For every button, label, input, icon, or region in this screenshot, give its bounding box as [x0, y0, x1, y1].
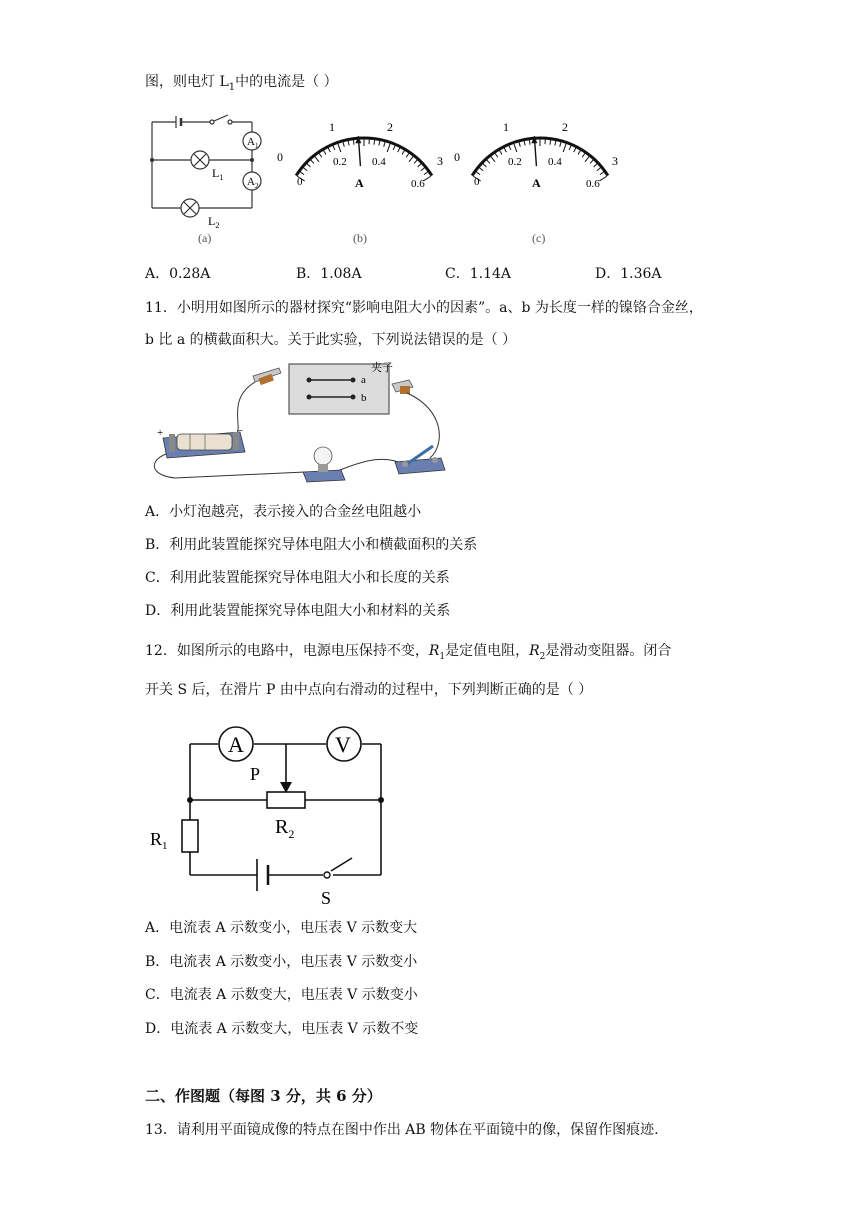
q10-option-a: A．0.28A	[145, 266, 211, 282]
scale-tick	[597, 168, 601, 171]
fig-a-lamp2-sub: 2	[215, 221, 220, 230]
fig-a-meter1-sub: 1	[254, 142, 259, 150]
scale-tick	[483, 164, 487, 167]
scale-tick	[333, 145, 335, 150]
q10-figure-b-meter	[274, 108, 454, 248]
fig-b-label-1: 1	[329, 120, 335, 134]
fig-b-label-2: 2	[387, 120, 393, 134]
fig-b-unit: A	[355, 176, 364, 190]
scale-tick	[495, 153, 498, 157]
q12-option-a: A．电流表 A 示数变小，电压表 V 示数变大	[145, 920, 418, 936]
q12-option-c: C．电流表 A 示数变大，电压表 V 示数变小	[145, 987, 418, 1003]
scale-tick	[514, 143, 517, 151]
fig-a-lamp1-letter: L	[212, 166, 220, 180]
fig-c-label-bottom-0: 0	[474, 176, 480, 188]
svg-text:L2	[208, 214, 219, 230]
q10-option-d: D．1.36A	[595, 266, 662, 282]
scale-tick	[555, 141, 556, 146]
q12-option-b: B．电流表 A 示数变小，电压表 V 示数变小	[145, 954, 418, 970]
left-clip-icon	[253, 368, 281, 385]
scale-tick	[574, 148, 576, 152]
fig-c-label-0-4: 0.4	[548, 156, 562, 168]
q11-option-c: C．利用此装置能探究导体电阻大小和长度的关系	[145, 570, 450, 586]
scale-tick	[307, 164, 311, 167]
q11-stem-line2: b 比 a 的横截面积大。关于此实验，下列说法错误的是（ ）	[145, 332, 517, 348]
fig-b-label-0-4: 0.4	[372, 156, 386, 168]
scale-tick	[387, 143, 390, 151]
q10-stem	[145, 72, 338, 98]
scale-tick	[600, 172, 604, 175]
scale-tick	[479, 168, 483, 171]
scale-tick	[315, 156, 319, 161]
fig-c-label-1: 1	[503, 120, 509, 134]
battery-holder-icon	[163, 432, 245, 458]
fig-b-label-0-6: 0.6	[411, 178, 425, 190]
clip-label: 夹子	[371, 362, 393, 374]
q11-stem-line1: 11．小明用如图所示的器材探究“影响电阻大小的因素”。a、b 为长度一样的镍铬合金丝，	[145, 300, 703, 316]
fig-c-label-0-6: 0.6	[586, 178, 600, 190]
scale-tick	[476, 172, 480, 175]
scale-tick	[594, 164, 598, 167]
scale-tick	[424, 172, 428, 175]
q12-circuit-figure	[145, 720, 405, 910]
q12-option-d: D．电流表 A 示数变大，电压表 V 示数不变	[145, 1021, 419, 1037]
bulb-icon	[303, 447, 345, 482]
fig-a-meter2-letter: A	[247, 176, 255, 188]
q11-option-d: D．利用此装置能探究导体电阻大小和材料的关系	[145, 603, 451, 619]
scale-tick	[319, 153, 322, 157]
q10-figure-c-meter	[452, 108, 632, 248]
scale-tick	[379, 141, 380, 146]
svg-text:L1	[212, 166, 223, 182]
q12-stem-part2: 是定值电阻，	[445, 643, 530, 659]
q11-apparatus-figure	[145, 360, 465, 495]
scale-tick	[560, 142, 561, 147]
scale-tick	[499, 150, 502, 154]
fig-c-label-0: 0	[454, 150, 460, 164]
scale-tick	[303, 168, 307, 171]
fig-c-caption: (c)	[532, 231, 546, 245]
fig-c-unit: A	[532, 176, 541, 190]
fig-a-meter1-letter: A	[247, 136, 255, 148]
voltmeter-label: V	[335, 732, 351, 757]
q13-stem: 13．请利用平面镜成像的特点在图中作出 AB 物体在平面镜中的像，保留作图痕迹.	[145, 1122, 659, 1138]
rheostat-r2	[267, 792, 305, 808]
fig-a-caption: (a)	[198, 231, 212, 245]
scale-tick	[398, 148, 400, 152]
switch-icon	[395, 446, 445, 474]
fig-b-label-3: 3	[437, 154, 443, 168]
scale-tick	[418, 164, 422, 167]
switch-label: S	[321, 888, 332, 908]
section-heading: 二、作图题（每图 3 分，共 6 分）	[145, 1087, 382, 1105]
q10-figure-a-circuit	[140, 108, 280, 248]
scale-tick	[504, 148, 506, 152]
scale-tick	[406, 153, 409, 157]
fig-a-meter2-sub: 2	[254, 182, 259, 190]
q11-option-a: A．小灯泡越亮，表示接入的合金丝电阻越小	[145, 504, 422, 520]
scale-tick	[529, 140, 530, 145]
scale-tick	[563, 143, 566, 151]
scale-tick	[348, 141, 349, 146]
scale-tick	[487, 160, 490, 164]
r2-sub-label: 2	[288, 827, 295, 841]
q12-r2-symbol: R	[529, 643, 540, 659]
scale-tick	[582, 153, 585, 157]
wire-label-b: b	[361, 392, 367, 404]
scale-tick	[509, 145, 511, 150]
fig-b-caption: (b)	[353, 231, 367, 245]
scale-tick	[328, 148, 330, 152]
fig-b-scale	[296, 136, 432, 181]
scale-tick	[338, 143, 341, 151]
ammeter-label: A	[228, 732, 244, 757]
scale-tick	[414, 160, 417, 164]
q12-r1-symbol: R	[428, 643, 440, 659]
scale-tick	[550, 140, 551, 145]
q10-stem-end: 中的电流是（ ）	[235, 74, 338, 90]
scale-tick	[524, 141, 525, 146]
scale-tick	[599, 176, 607, 181]
scale-tick	[590, 160, 593, 164]
q12-r1-sub: 1	[439, 651, 446, 662]
scale-tick	[421, 168, 425, 171]
svg-text:R1	[150, 829, 168, 852]
r2-label: R	[275, 816, 289, 838]
fig-b-label-bottom-0: 0	[297, 176, 303, 188]
battery-plus-label: +	[157, 427, 164, 439]
q12-r2-sub: 2	[539, 651, 546, 662]
q12-stem-line2: 开关 S 后，在滑片 P 由中点向右滑动的过程中，下列判断正确的是（ ）	[145, 682, 593, 698]
fig-c-label-3: 3	[612, 154, 618, 168]
scale-tick	[300, 172, 304, 175]
q12-stem-line1	[145, 641, 671, 667]
q12-stem-part3: 是滑动变阻器。闭合	[545, 643, 672, 659]
r1-label: R	[150, 829, 163, 849]
resistor-r1	[182, 820, 198, 852]
q11-option-b: B．利用此装置能探究导体电阻大小和横截面积的关系	[145, 537, 478, 553]
scale-tick	[393, 145, 395, 150]
scale-tick	[311, 160, 314, 164]
right-clip-icon	[392, 380, 413, 394]
scale-tick	[491, 156, 495, 161]
q12-stem-part1: 12．如图所示的电路中，电源电压保持不变，	[145, 643, 429, 659]
fig-a-lamp2-letter: L	[208, 214, 216, 228]
scale-tick	[353, 140, 354, 145]
q10-option-c: C．1.14A	[445, 266, 511, 282]
scale-tick	[343, 142, 344, 147]
scale-tick	[519, 142, 520, 147]
fig-c-label-0-2: 0.2	[508, 156, 522, 168]
scale-tick	[374, 140, 375, 145]
wire-label-a: a	[361, 374, 366, 386]
scale-tick	[585, 156, 589, 161]
scale-tick	[402, 150, 405, 154]
scale-tick	[569, 145, 571, 150]
scale-tick	[409, 156, 413, 161]
q10-stem-text: 图，则电灯 L	[145, 74, 229, 90]
slider-label: P	[250, 764, 261, 784]
fig-c-label-2: 2	[562, 120, 568, 134]
scale-tick	[578, 150, 581, 154]
r1-sub-label: 1	[162, 840, 168, 852]
fig-b-label-0: 0	[277, 150, 283, 164]
fig-b-label-0-2: 0.2	[333, 156, 347, 168]
q10-option-b: B．1.08A	[296, 266, 362, 282]
scale-tick	[323, 150, 326, 154]
fig-c-scale	[472, 136, 608, 181]
svg-text:R2	[275, 816, 294, 841]
fig-a-lamp1-sub: 1	[219, 173, 224, 182]
scale-tick	[384, 142, 385, 147]
battery-minus-label: −	[237, 425, 244, 437]
q10-stem-sub: 1	[228, 81, 236, 93]
